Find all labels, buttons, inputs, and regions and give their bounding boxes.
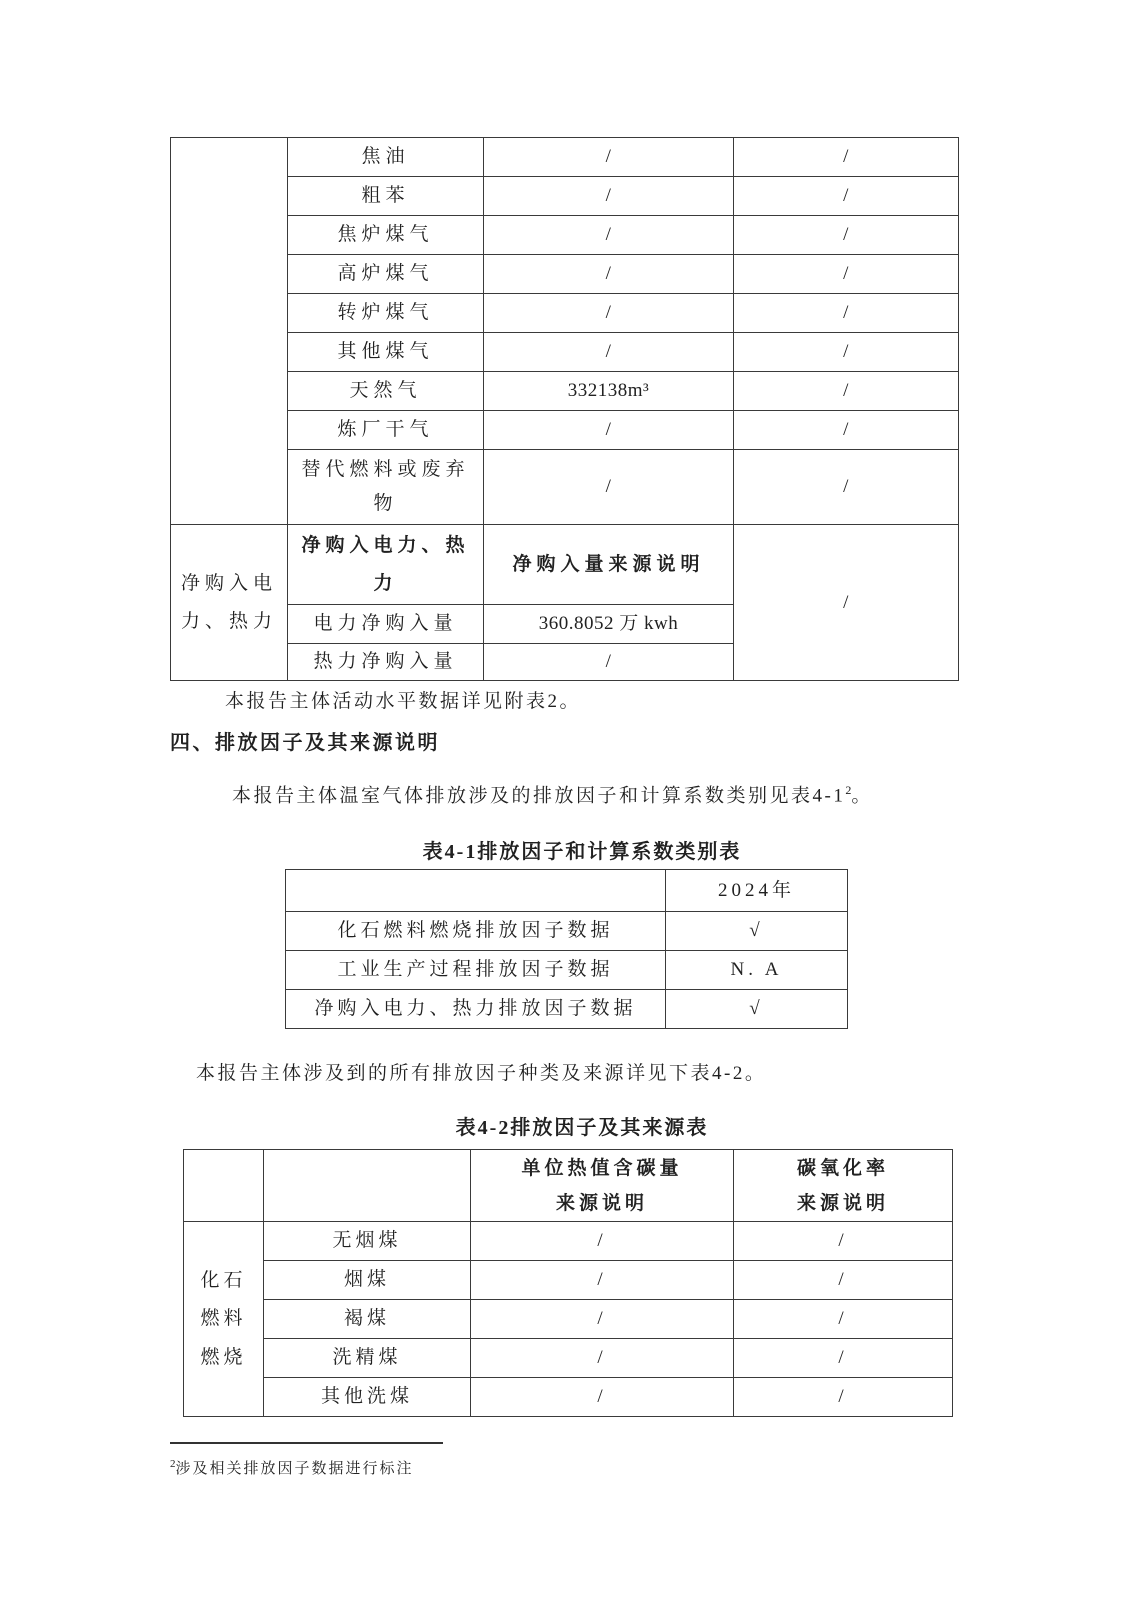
oxidation-rate-cell: / — [734, 1261, 953, 1300]
net-purchase-header-cell: 净购入电力、热力 — [288, 525, 484, 605]
table-row — [184, 1150, 953, 1222]
table-row — [184, 1378, 953, 1417]
header-line: 碳氧化率 — [796, 1157, 889, 1179]
factor-category-cell: 工业生产过程排放因子数据 — [286, 951, 666, 990]
fuel-note-cell: / — [734, 333, 959, 372]
table-4-2-title: 表4-2排放因子及其来源表 — [455, 1117, 709, 1140]
fuel-name-cell: 高炉煤气 — [288, 255, 484, 294]
fuel-name-cell: 焦炉煤气 — [288, 216, 484, 255]
fuel-amount-cell: / — [484, 333, 734, 372]
table-row — [171, 216, 959, 255]
section-heading: 四、排放因子及其来源说明 — [170, 732, 440, 754]
fuel-name-cell: 天然气 — [288, 372, 484, 411]
table-row — [171, 138, 959, 177]
empty-header-cell — [184, 1150, 264, 1222]
fuel-amount-cell: 332138m³ — [484, 372, 734, 411]
fuel-name-cell: 焦油 — [288, 138, 484, 177]
fuel-amount-cell: / — [484, 450, 734, 525]
merged-empty-category-cell — [171, 138, 288, 525]
fuel-name-cell: 炼厂干气 — [288, 411, 484, 450]
fuel-amount-cell: / — [484, 216, 734, 255]
heat-purchase-value-cell: / — [484, 644, 734, 681]
factor-category-cell: 净购入电力、热力排放因子数据 — [286, 990, 666, 1029]
fuel-amount-cell: / — [484, 255, 734, 294]
footnote-marker: 2 — [170, 1458, 176, 1471]
factor-status-cell: N. A — [666, 951, 848, 990]
table-row — [171, 450, 959, 525]
fuel-name-cell: 无烟煤 — [264, 1222, 471, 1261]
oxidation-rate-cell: / — [734, 1300, 953, 1339]
fuel-name-cell: 替代燃料或废弃物 — [288, 450, 484, 525]
oxidation-rate-cell: / — [734, 1222, 953, 1261]
fuel-name-cell: 褐煤 — [264, 1300, 471, 1339]
fuel-name-cell: 其他煤气 — [288, 333, 484, 372]
table-row — [171, 333, 959, 372]
oxidation-rate-cell: / — [734, 1378, 953, 1417]
table-row — [286, 912, 848, 951]
fuel-name-cell: 转炉煤气 — [288, 294, 484, 333]
table-row — [184, 1300, 953, 1339]
fuel-name-cell: 洗精煤 — [264, 1339, 471, 1378]
factor-status-cell: √ — [666, 912, 848, 951]
paragraph-emission-factor-intro — [232, 775, 1131, 811]
carbon-content-cell: / — [471, 1222, 734, 1261]
net-purchase-note-cell: / — [734, 525, 959, 681]
oxidation-rate-header-cell — [734, 1150, 953, 1222]
empty-header-cell — [264, 1150, 471, 1222]
net-purchase-category-cell: 净购入电力、热力 — [171, 525, 288, 681]
table-row — [286, 951, 848, 990]
fuel-note-cell: / — [734, 138, 959, 177]
activity-level-table — [170, 137, 959, 681]
emission-factor-category-table — [285, 869, 848, 1029]
carbon-content-cell: / — [471, 1261, 734, 1300]
footnote-text: 涉及相关排放因子数据进行标注 — [175, 1461, 414, 1478]
fuel-note-cell: / — [734, 450, 959, 525]
emission-factor-source-table — [183, 1149, 953, 1417]
fuel-name-cell: 其他洗煤 — [264, 1378, 471, 1417]
footnote — [170, 1452, 1131, 1481]
fuel-name-cell: 烟煤 — [264, 1261, 471, 1300]
fuel-note-cell: / — [734, 372, 959, 411]
table-row — [171, 525, 959, 605]
fuel-amount-cell: / — [484, 411, 734, 450]
table-row — [171, 294, 959, 333]
paragraph-factor-source-intro: 本报告主体涉及到的所有排放因子种类及来源详见下表4-2。 — [196, 1063, 767, 1085]
fuel-note-cell: / — [734, 255, 959, 294]
table-4-1-title: 表4-1排放因子和计算系数类别表 — [422, 841, 742, 864]
paragraph-text: 。 — [851, 785, 873, 807]
fuel-amount-cell: / — [484, 294, 734, 333]
fuel-amount-cell: / — [484, 177, 734, 216]
table-row — [171, 372, 959, 411]
carbon-content-header-cell — [471, 1150, 734, 1222]
table-row — [286, 990, 848, 1029]
fuel-note-cell: / — [734, 411, 959, 450]
paragraph-text: 本报告主体温室气体排放涉及的排放因子和计算系数类别见表4-1 — [232, 785, 846, 807]
electricity-purchase-value-cell: 360.8052 万 kwh — [484, 605, 734, 644]
fuel-note-cell: / — [734, 216, 959, 255]
table-row — [286, 870, 848, 912]
net-purchase-source-header-cell: 净购入量来源说明 — [484, 525, 734, 605]
factor-status-cell: √ — [666, 990, 848, 1029]
empty-header-cell — [286, 870, 666, 912]
table-row — [184, 1339, 953, 1378]
header-line: 单位热值含碳量 — [521, 1157, 683, 1179]
fuel-group-cell: 化石燃料燃烧 — [184, 1222, 264, 1417]
year-header-cell: 2024年 — [666, 870, 848, 912]
header-line: 来源说明 — [555, 1192, 648, 1214]
table-row — [171, 255, 959, 294]
heat-purchase-label-cell: 热力净购入量 — [288, 644, 484, 681]
oxidation-rate-cell: / — [734, 1339, 953, 1378]
fuel-note-cell: / — [734, 294, 959, 333]
table-row — [171, 411, 959, 450]
table-row — [184, 1261, 953, 1300]
footnote-reference-mark: 2 — [845, 783, 852, 797]
factor-category-cell: 化石燃料燃烧排放因子数据 — [286, 912, 666, 951]
fuel-note-cell: / — [734, 177, 959, 216]
footnote-divider — [170, 1442, 443, 1444]
fuel-name-cell: 粗苯 — [288, 177, 484, 216]
header-line: 来源说明 — [796, 1192, 889, 1214]
fuel-amount-cell: / — [484, 138, 734, 177]
electricity-purchase-label-cell: 电力净购入量 — [288, 605, 484, 644]
table-row — [184, 1222, 953, 1261]
carbon-content-cell: / — [471, 1339, 734, 1378]
table-row — [171, 177, 959, 216]
carbon-content-cell: / — [471, 1378, 734, 1417]
carbon-content-cell: / — [471, 1300, 734, 1339]
paragraph-activity-data-note: 本报告主体活动水平数据详见附表2。 — [225, 691, 582, 712]
